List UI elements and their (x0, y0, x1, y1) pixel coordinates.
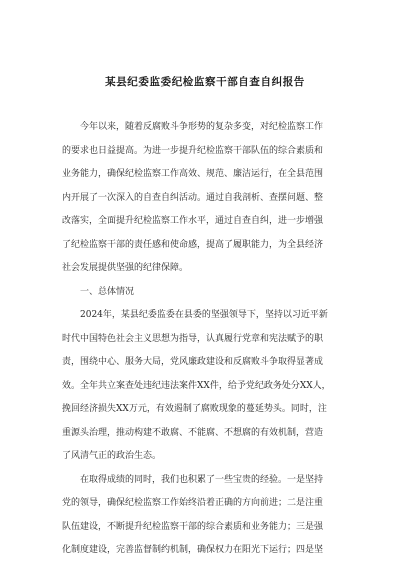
section-heading: 一、总体情况 (80, 286, 135, 297)
body-line: 责，围绕中心、服务大局，党风廉政建设和反腐败斗争取得显著成 (62, 357, 324, 367)
body-line: 今年以来，随着反腐败斗争形势的复杂多变，对纪检监察工作 (80, 122, 324, 132)
body-line: 社会发展提供坚强的纪律保障。 (62, 263, 189, 273)
body-line: 在取得成绩的同时，我们也积累了一些宝贵的经验。一是坚持 (80, 474, 324, 485)
body-line: 了风清气正的政治生态。 (62, 451, 162, 461)
body-line: 化制度建设，完善监督制约机制，确保权力在阳光下运行；四是坚 (62, 545, 324, 555)
body-line: 的要求也日益提高。为进一步提升纪检监察干部队伍的综合素质和 (62, 145, 324, 156)
document-title: 某县纪委监委纪检监察干部自查自纠报告 (105, 76, 305, 88)
body-line: 了纪检监察干部的责任感和使命感，提高了履职能力，为全县经济 (62, 239, 324, 250)
body-line: 2024年，某县纪委监委在县委的坚强领导下，坚持以习近平新 (80, 310, 328, 320)
body-line: 业务能力，确保纪检监察工作高效、规范、廉洁运行，在全县范围 (62, 169, 324, 179)
body-line: 重源头治理，推动构建不敢腐、不能腐、不想腐的有效机制，营造 (62, 427, 324, 438)
body-line: 时代中国特色社会主义思想为指导，认真履行党章和宪法赋予的职 (62, 333, 324, 344)
body-line: 内开展了一次深入的自查自纠活动。通过自我剖析、查摆问题、整 (62, 192, 324, 203)
body-line: 党的领导，确保纪检监察工作始终沿着正确的方向前进；二是注重 (62, 498, 324, 508)
body-line: 挽回经济损失XX万元，有效遏制了腐败现象的蔓延势头。同时，注 (62, 404, 327, 414)
body-line: 效。全年共立案查处违纪违法案件XX件，给予党纪政务处分XX人， (62, 380, 331, 391)
body-line: 队伍建设，不断提升纪检监察干部的综合素质和业务能力；三是强 (62, 521, 324, 532)
document-body (62, 116, 350, 563)
body-line: 改落实，全面提升纪检监察工作水平，通过自查自纠，进一步增强 (62, 216, 324, 226)
